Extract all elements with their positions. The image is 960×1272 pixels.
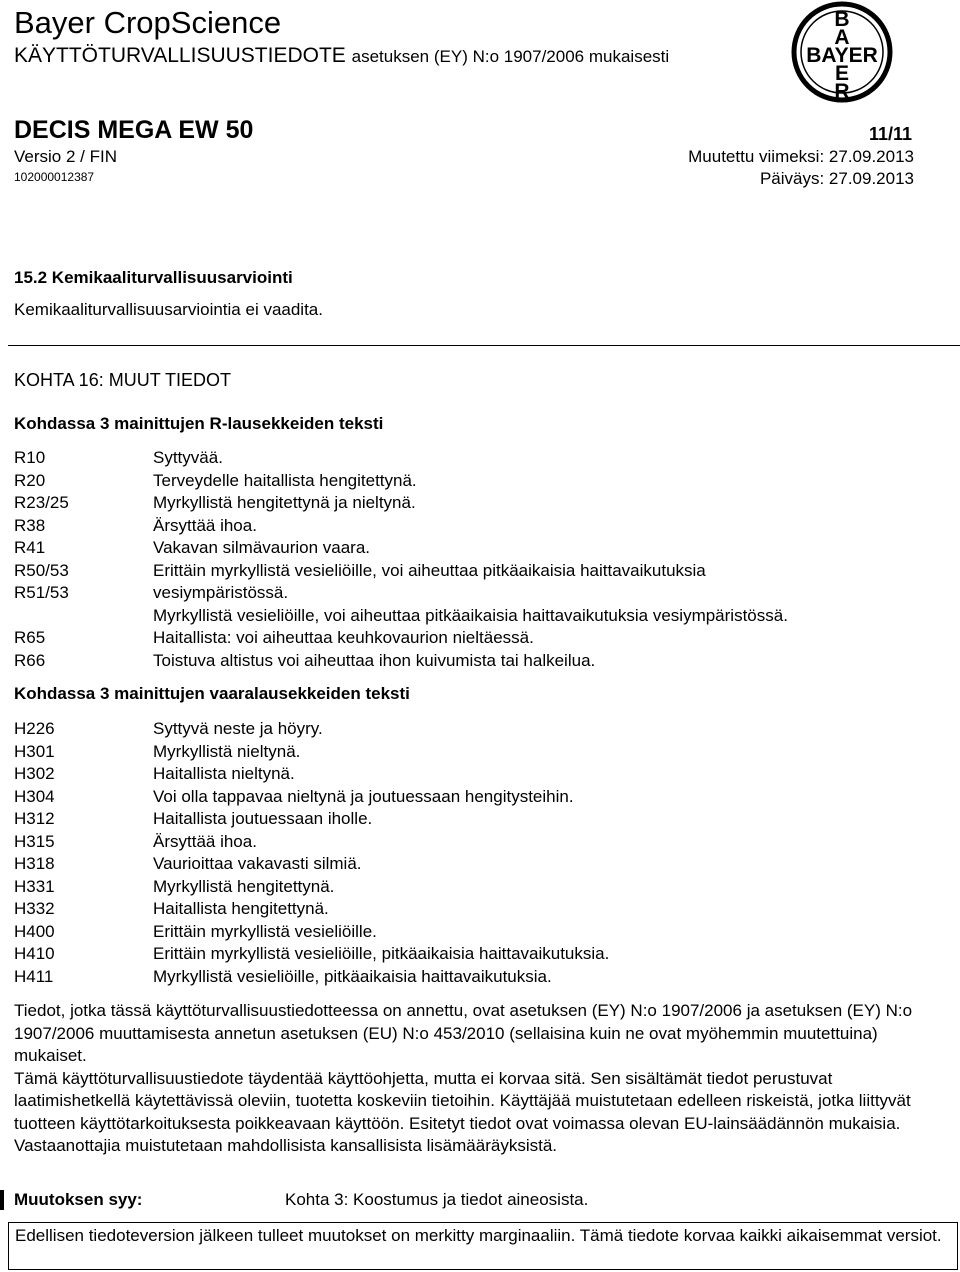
h-statement-text: Erittäin myrkyllistä vesieliöille, pitkäaikaisia haittavaikutuksia. — [153, 944, 610, 963]
modified-date: Muutettu viimeksi: 27.09.2013 — [688, 147, 914, 166]
h-statement-text: Voi olla tappavaa nieltynä ja joutuessaan hengitysteihin. — [153, 786, 574, 806]
disclaimer-paragraph: Tämä käyttöturvallisuustiedote täydentää käyttöohjetta, mutta ei korvaa sitä. Sen sisältämät tiedot perustuvat laatimishetkellä käytettävissä oleviin, tuotetta koskeviin tietoihin. Käyttäjää muistutetaan edelleen riskeistä, jotka liittyvät tuotteen käyttötarkoituksesta poikkeavaan käyttöön. Esitetyt tiedot ovat voimassa olevan EU-lainsäädännön mukaisia. Vastaanottajia muistutetaan mahdollisista kansallisista lisämääräyksistä. — [14, 1068, 911, 1155]
h-statement-text: Vaurioittaa vakavasti silmiä. — [153, 854, 362, 873]
company-name: Bayer CropScience — [14, 5, 282, 40]
r-phrase-code: R66 — [14, 650, 46, 670]
h-statement-code: H226 — [14, 719, 55, 738]
h-statement-text: Syttyvä neste ja höyry. — [153, 719, 323, 738]
section-divider — [8, 345, 960, 346]
h-statement-text: Myrkyllistä nieltynä. — [153, 741, 301, 761]
change-marker-bar — [0, 1190, 4, 1210]
h-statement-text: Myrkyllistä vesieliöille, pitkäaikaisia haittavaikutuksia. — [153, 966, 552, 986]
r-phrase-text: Syttyvää. — [153, 448, 223, 467]
r-phrase-text: Myrkyllistä hengitettynä ja nieltynä. — [153, 493, 416, 512]
product-name: DECIS MEGA EW 50 — [14, 116, 254, 144]
h-statement-code: H315 — [14, 831, 55, 851]
h-statement-text: Haitallista hengitettynä. — [153, 899, 329, 918]
h-statement-code: H332 — [14, 899, 55, 918]
r-phrase-text: Vakavan silmävaurion vaara. — [153, 538, 371, 557]
change-reason-label: Muutoksen syy: — [14, 1190, 143, 1209]
h-statement-code: H318 — [14, 854, 55, 873]
r-phrase-text: Terveydelle haitallista hengitettynä. — [153, 470, 417, 490]
r-phrase-text: vesiympäristössä. — [153, 583, 289, 602]
h-statement-code: H331 — [14, 876, 55, 896]
h-statement-code: H410 — [14, 944, 55, 963]
document-title — [14, 44, 669, 69]
logo-horizontal-word: BAYER — [806, 44, 878, 67]
r-phrase-code: R65 — [14, 628, 46, 647]
version-label: Versio 2 / FIN — [14, 147, 117, 166]
r-phrase-text: Myrkyllistä vesieliöille, voi aiheuttaa pitkäaikaisia haittavaikutuksia vesiympäristössä. — [153, 605, 788, 625]
document-number: 102000012387 — [14, 170, 95, 184]
bayer-logo — [790, 0, 898, 104]
r-phrase-code: R38 — [14, 515, 46, 535]
document-title-main: KÄYTTÖTURVALLISUUSTIEDOTE — [14, 44, 346, 67]
h-statement-code: H312 — [14, 809, 55, 828]
r-phrase-code: R41 — [14, 538, 46, 557]
h-statement-code: H411 — [14, 966, 54, 986]
r-phrase-text: Erittäin myrkyllistä vesieliöille, voi aiheuttaa pitkäaikaisia haittavaikutuksia — [153, 560, 706, 580]
h-statement-code: H301 — [14, 741, 55, 761]
h-statement-code: H302 — [14, 764, 55, 783]
logo-letter-a-top: A — [834, 26, 850, 49]
logo-letter-r-bottom: R — [834, 80, 850, 103]
h-statement-text: Haitallista joutuessaan iholle. — [153, 809, 373, 828]
section-15-2-text: Kemikaaliturvallisuusarviointia ei vaadita. — [14, 300, 323, 319]
r-phrase-text: Ärsyttää ihoa. — [153, 515, 257, 535]
h-statement-text: Ärsyttää ihoa. — [153, 831, 257, 851]
logo-letter-b-top: B — [834, 8, 850, 31]
r-phrase-text: Haitallista: voi aiheuttaa keuhkovaurion nieltäessä. — [153, 628, 534, 647]
r-phrase-code: R10 — [14, 448, 46, 467]
h-statements-heading: Kohdassa 3 mainittujen vaaralausekkeiden teksti — [14, 684, 410, 703]
h-statement-text: Haitallista nieltynä. — [153, 764, 295, 783]
document-title-subtitle: asetuksen (EY) N:o 1907/2006 mukaisesti — [351, 47, 670, 66]
section-15-2-heading: 15.2 Kemikaaliturvallisuusarviointi — [14, 268, 293, 287]
r-phrases-heading: Kohdassa 3 mainittujen R-lausekkeiden teksti — [14, 414, 384, 433]
r-phrase-code: R51/53 — [14, 583, 69, 602]
revision-note-box — [8, 1222, 958, 1270]
h-statement-text: Myrkyllistä hengitettynä. — [153, 876, 335, 896]
h-statement-text: Erittäin myrkyllistä vesieliöille. — [153, 921, 377, 941]
legal-basis-paragraph: Tiedot, jotka tässä käyttöturvallisuustiedotteessa on annettu, ovat asetuksen (EY) N:o 1907/2006 ja asetuksen (EY) N:o 1907/2006 muuttamisesta annetun asetuksen (EU) N:o 453/2010 (sellaisina kuin ne ovat myöhemmin muutettuina) mukaiset. — [14, 1001, 913, 1065]
page-number: 11/11 — [868, 124, 912, 144]
r-phrase-code: R50/53 — [14, 560, 69, 580]
h-statement-code: H304 — [14, 786, 55, 806]
r-phrase-code: R23/25 — [14, 493, 69, 512]
r-phrase-text: Toistuva altistus voi aiheuttaa ihon kuivumista tai halkeilua. — [153, 650, 596, 670]
logo-letter-e-bottom: E — [834, 62, 850, 85]
section-16-heading: KOHTA 16: MUUT TIEDOT — [14, 370, 232, 390]
h-statement-code: H400 — [14, 921, 55, 941]
revision-note-text: Edellisen tiedoteversion jälkeen tulleet muutokset on merkitty marginaaliin. Tämä tiedote korvaa kaikki aikaisemmat versiot. — [15, 1226, 942, 1245]
r-phrase-code: R20 — [14, 470, 46, 490]
change-reason-text: Kohta 3: Koostumus ja tiedot aineosista. — [285, 1190, 589, 1209]
document-date: Päiväys: 27.09.2013 — [759, 169, 914, 188]
